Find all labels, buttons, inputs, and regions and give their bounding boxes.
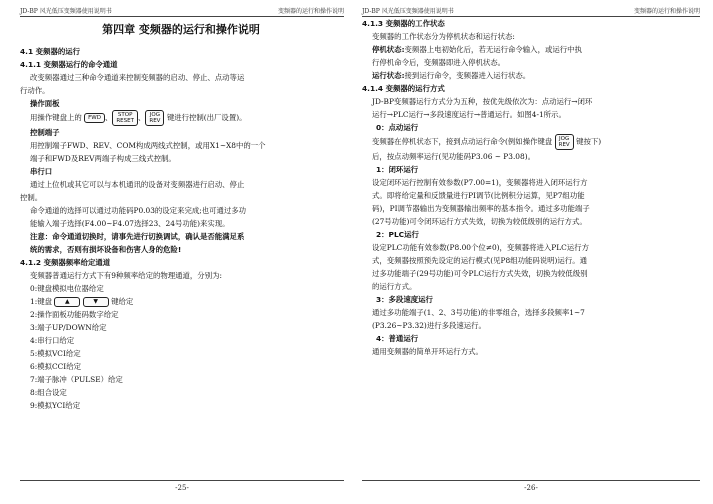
left-header xyxy=(20,6,344,17)
paragraph: 运行状态:接到运行命令，变频器进入运行状态。 xyxy=(372,71,531,80)
warning-note: 注意：命令通道切换时，请事先进行切换调试，确认是否能满足系 xyxy=(30,232,245,241)
paragraph: 式。即将给定量和反馈量进行PI调节(比例积分运算，见P7组功能 xyxy=(372,191,585,200)
paragraph: 停机状态:变频器上电初始化后，若无运行命令输入，或运行中执 xyxy=(372,45,582,54)
subheading-terminal: 控制端子 xyxy=(30,128,60,137)
mode-jog-title: 0：点动运行 xyxy=(376,123,419,132)
paragraph: 行停机命令后，变频器即进入停机状态。 xyxy=(372,58,506,67)
list-item: 8:组合设定 xyxy=(30,388,67,397)
up-arrow-key: ▲ xyxy=(54,297,80,307)
section-4-1-4: 4.1.4 变频器的运行方式 xyxy=(362,84,445,93)
paragraph: 用控制端子FWD、REV、COM构成两线式控制，或用X1~X8中的一个 xyxy=(30,141,266,150)
paragraph: 过多功能端子(29号功能)可令PLC运行方式失效，切换为较低级别 xyxy=(372,269,588,278)
right-header xyxy=(362,6,700,17)
list-item: 5:模拟VCI给定 xyxy=(30,349,81,358)
list-item: 9:模拟YCI给定 xyxy=(30,401,81,410)
list-item: 4:串行口给定 xyxy=(30,336,75,345)
chapter-title: 第四章 变频器的运行和操作说明 xyxy=(102,23,260,36)
jog-rev-key: JOG REV xyxy=(555,134,574,150)
panel-text: 键进行控制(出厂设置)。 xyxy=(166,113,247,122)
list-item: 2:操作面板功能码数字给定 xyxy=(30,310,119,319)
paragraph: 通过多功能端子(1、2、3号功能)的非零组合，选择多段频率1~7 xyxy=(372,308,585,317)
paragraph: 设定闭环运行控制有效参数(P7.00=1)，变频器将进入闭环运行方 xyxy=(372,178,588,187)
right-header-title: JD-BP 风光低压变频器使用说明书 xyxy=(362,8,454,15)
list-item: 3:端子UP/DOWN给定 xyxy=(30,323,107,332)
paragraph: 变频器普通运行方式下有9种频率给定的物理通道，分别为: xyxy=(30,271,222,280)
paragraph: (27号功能)可令闭环运行方式失效，切换为较低级别的运行方式。 xyxy=(372,217,587,226)
stop-reset-key: STOP RESET xyxy=(112,110,138,126)
paragraph: 的运行方式。 xyxy=(372,282,417,291)
list-item: 7:端子脉冲（PULSE）给定 xyxy=(30,375,123,384)
section-4-1-2: 4.1.2 变频器频率给定通道 xyxy=(20,258,111,267)
fwd-key: FWD xyxy=(84,113,105,123)
section-4-1: 4.1 变频器的运行 xyxy=(20,47,81,56)
right-page xyxy=(356,0,712,504)
panel-line: 用操作键盘上的 FWD 、 STOP RESET 、 JOG REV 键进行控制(出厂设置)。 xyxy=(30,112,247,124)
paragraph: 变频器的工作状态分为停机状态和运行状态: xyxy=(372,32,515,41)
down-arrow-key: ▼ xyxy=(83,297,109,307)
paragraph: JD-BP变频器运行方式分为五种，按优先级依次为：点动运行→闭环 xyxy=(372,97,593,106)
paragraph: 端子和FWD及REV两端子构成三线式控制。 xyxy=(30,154,176,163)
panel-text: 用操作键盘上的 xyxy=(30,113,82,122)
warning-note: 统的需求，否则有损坏设备和伤害人身的危险! xyxy=(30,245,182,254)
paragraph: 运行→PLC运行→多段速度运行→普通运行。如图4-1所示。 xyxy=(372,110,566,119)
paragraph: 变频器在停机状态下，接到点动运行命令(例如操作键盘 JOG REV 键按下) xyxy=(372,136,602,148)
mode-normal-title: 4：普通运行 xyxy=(376,334,419,343)
paragraph: 码)，PI调节器输出为变频器输出频率的基本指令。通过多功能端子 xyxy=(372,204,590,213)
left-header-section: 变频器的运行和操作说明 xyxy=(277,8,344,15)
paragraph: 通用变频器的简单开环运行方式。 xyxy=(372,347,483,356)
subheading-serial: 串行口 xyxy=(30,167,53,176)
paragraph: 能输入端子选择(F4.00~F4.07选择23、24号功能)来实现。 xyxy=(30,219,230,228)
subheading-panel: 操作面板 xyxy=(30,99,60,108)
jog-rev-key: JOG REV xyxy=(145,110,164,126)
paragraph: (P3.26~P3.32)进行多段速运行。 xyxy=(372,321,486,330)
right-header-section: 变频器的运行和操作说明 xyxy=(633,8,700,15)
left-page-number: -25- xyxy=(20,480,344,492)
list-item: 1:键盘 ▲ ▼ 键给定 xyxy=(30,297,134,306)
section-4-1-1: 4.1.1 变频器运行的命令通道 xyxy=(20,60,118,69)
paragraph: 改变频器通过三种命令通道来控制变频器的启动、停止、点动等运 xyxy=(30,73,245,82)
paragraph: 控制。 xyxy=(20,193,43,202)
list-item: 6:模拟CCI给定 xyxy=(30,362,81,371)
left-page xyxy=(0,0,356,504)
paragraph: 行动作。 xyxy=(20,86,50,95)
mode-multispeed-title: 3：多段速度运行 xyxy=(376,295,433,304)
right-page-number: -26- xyxy=(362,480,700,492)
section-4-1-3: 4.1.3 变频器的工作状态 xyxy=(362,19,445,28)
paragraph: 式，变频器按照预先设定的运行模式(见P8组功能码说明)运行。通 xyxy=(372,256,587,265)
left-body xyxy=(20,17,342,412)
list-item: 0:键盘模拟电位器给定 xyxy=(30,284,104,293)
mode-plc-title: 2：PLC运行 xyxy=(376,230,419,239)
left-header-title: JD-BP 风光低压变频器使用说明书 xyxy=(20,8,112,15)
mode-closed-loop-title: 1：闭环运行 xyxy=(376,165,419,174)
paragraph: 通过上位机或其它可以与本机通讯的设备对变频器进行启动、停止 xyxy=(30,180,245,189)
paragraph: 设定PLC功能有效参数(P8.00个位≠0)，变频器将进入PLC运行方 xyxy=(372,243,589,252)
paragraph: 命令通道的选择可以通过功能码P0.03的设定来完成;也可通过多功 xyxy=(30,206,247,215)
paragraph: 后，按点动频率运行(见功能码P3.06 ~ P3.08)。 xyxy=(372,152,535,161)
right-body xyxy=(362,17,700,358)
